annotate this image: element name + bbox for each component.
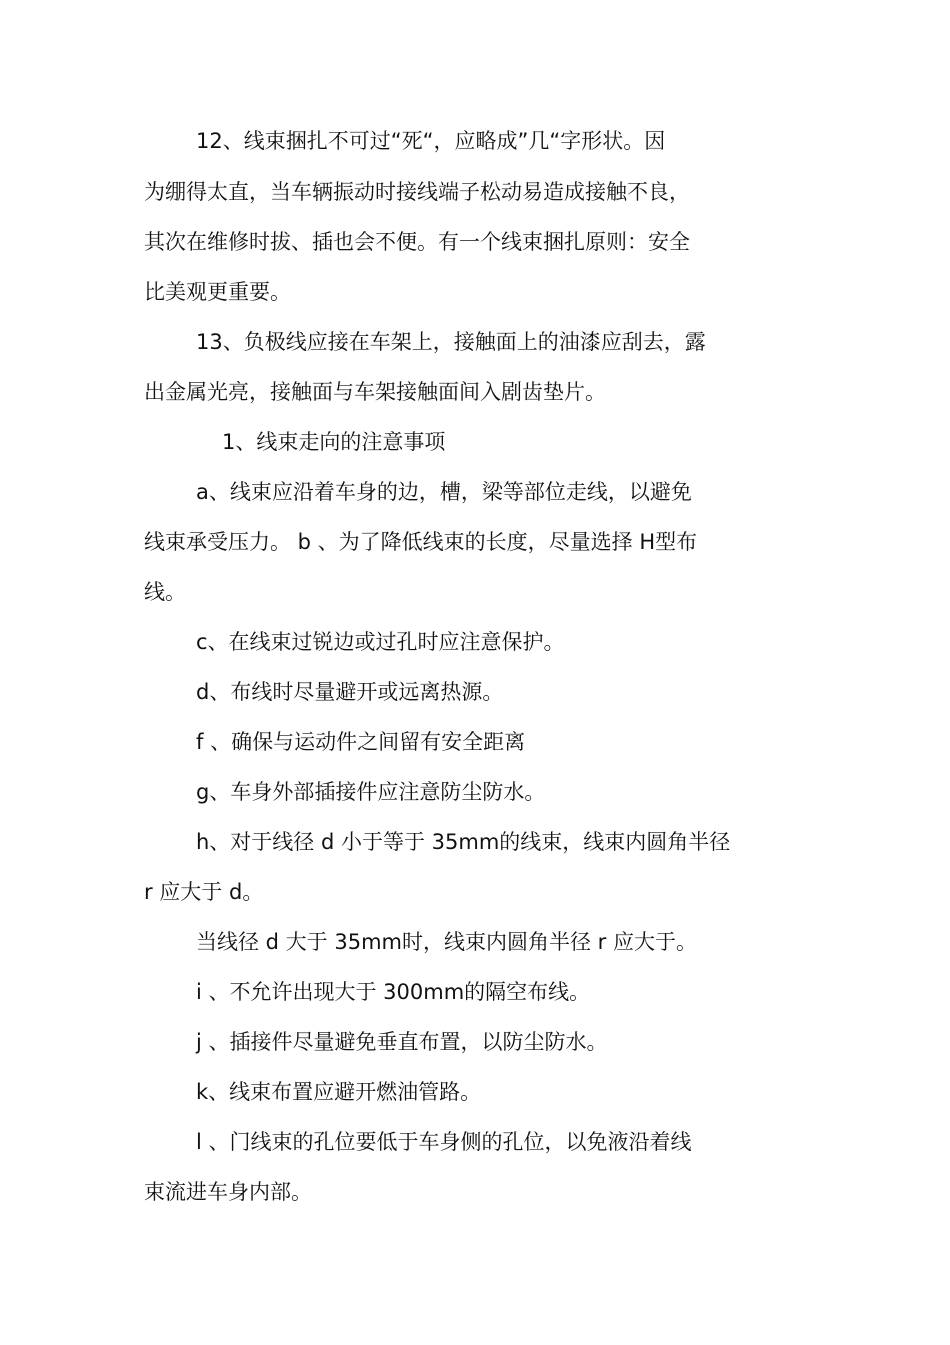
paragraph-13-line-1: 13、负极线应接在车架上，接触面上的油漆应刮去，露 xyxy=(196,330,706,354)
paragraph-12-line-3: 其次在维修时拔、插也会不便。有一个线束捆扎原则：安全 xyxy=(144,230,690,254)
item-b-line-3: 线。 xyxy=(144,580,186,604)
item-a-line-1: a、线束应沿着车身的边，槽，梁等部位走线，以避免 xyxy=(196,480,692,504)
item-h-line-1: h、对于线径 d 小于等于 35mm的线束，线束内圆角半径 xyxy=(196,830,731,854)
item-g: g、车身外部插接件应注意防尘防水。 xyxy=(196,780,546,804)
section-heading: 1、线束走向的注意事项 xyxy=(222,430,446,454)
item-l-line-1: l 、门线束的孔位要低于车身侧的孔位，以免液沿着线 xyxy=(196,1130,692,1154)
paragraph-12-line-4: 比美观更重要。 xyxy=(144,280,291,304)
item-l-line-2: 束流进车身内部。 xyxy=(144,1180,312,1204)
item-h-line-3: 当线径 d 大于 35mm时，线束内圆角半径 r 应大于。 xyxy=(196,930,697,954)
item-j: j 、插接件尽量避免垂直布置，以防尘防水。 xyxy=(196,1030,608,1054)
item-c: c、在线束过锐边或过孔时应注意保护。 xyxy=(196,630,565,654)
item-h-line-2: r 应大于 d。 xyxy=(144,880,264,904)
item-i: i 、不允许出现大于 300mm的隔空布线。 xyxy=(196,980,591,1004)
item-k: k、线束布置应避开燃油管路。 xyxy=(196,1080,482,1104)
paragraph-13-line-2: 出金属光亮，接触面与车架接触面间入剧齿垫片。 xyxy=(144,380,606,404)
paragraph-12-line-2: 为绷得太直，当车辆振动时接线端子松动易造成接触不良， xyxy=(144,180,690,204)
paragraph-12-line-1: 12、线束捆扎不可过“死“，应略成”几“字形状。因 xyxy=(196,129,666,153)
item-d: d、布线时尽量避开或远离热源。 xyxy=(196,680,504,704)
item-f: f 、确保与运动件之间留有安全距离 xyxy=(196,730,526,754)
item-a-b-line-2: 线束承受压力。 b 、为了降低线束的长度，尽量选择 H型布 xyxy=(144,530,698,554)
